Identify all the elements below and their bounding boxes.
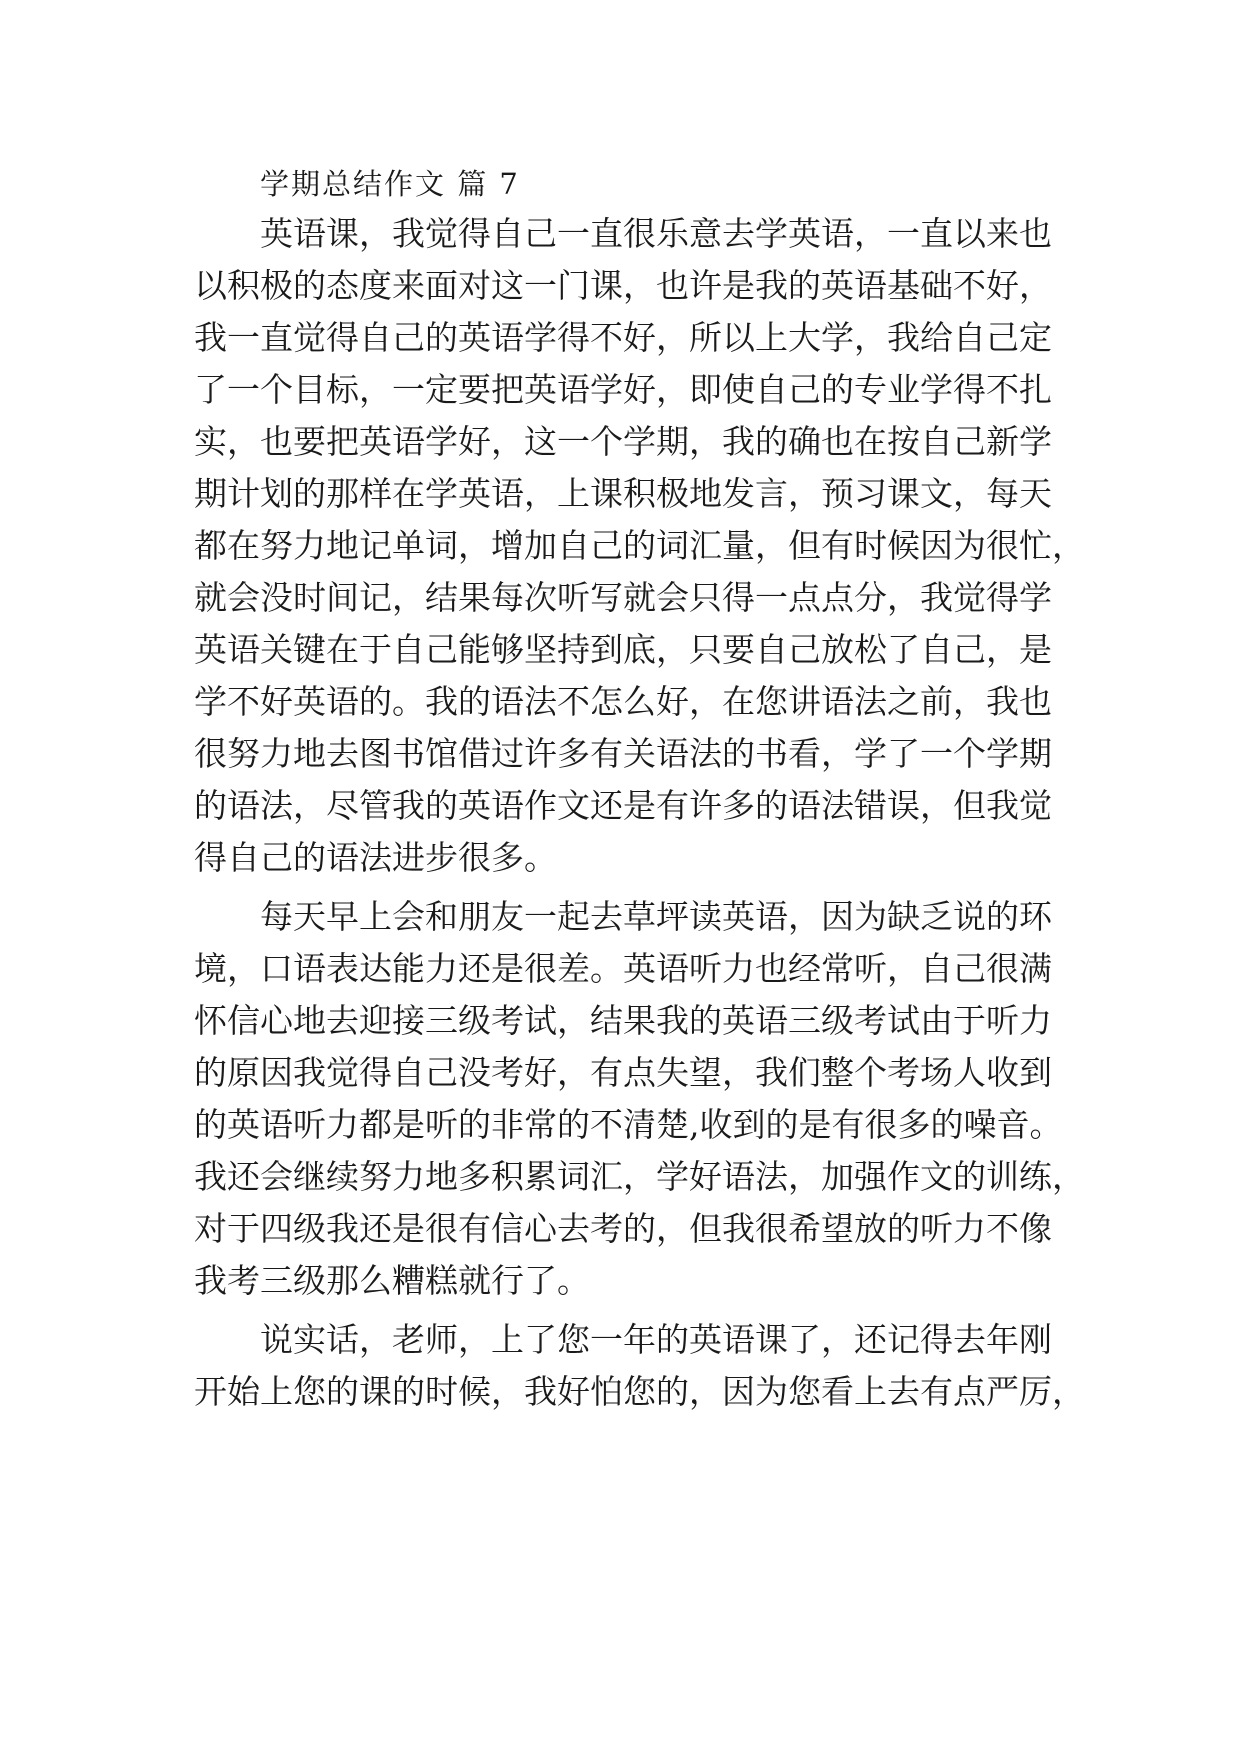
paragraph-2-line-3: 怀信心地去迎接三级考试，结果我的英语三级考试由于听力 (194, 1001, 1052, 1040)
paragraph-2-line-1: 每天早上会和朋友一起去草坪读英语，因为缺乏说的环 (260, 897, 1052, 936)
paragraph-1-line-2: 以积极的态度来面对这一门课，也许是我的英语基础不好， (194, 266, 1052, 305)
essay-title: 学期总结作文 篇 7 (260, 167, 520, 201)
paragraph-1-line-3: 我一直觉得自己的英语学得不好，所以上大学，我给自己定 (194, 318, 1052, 357)
paragraph-1-line-6: 期计划的那样在学英语，上课积极地发言，预习课文，每天 (194, 474, 1052, 513)
paragraph-1-line-12: 的语法，尽管我的英语作文还是有许多的语法错误，但我觉 (194, 786, 1052, 825)
paragraph-1-line-9: 英语关键在于自己能够坚持到底，只要自己放松了自己，是 (194, 630, 1052, 669)
paragraph-2-line-6: 我还会继续努力地多积累词汇，学好语法，加强作文的训练， (194, 1157, 1085, 1196)
paragraph-1-line-1: 英语课，我觉得自己一直很乐意去学英语，一直以来也 (260, 214, 1052, 253)
paragraph-1-line-8: 就会没时间记，结果每次听写就会只得一点点分，我觉得学 (194, 578, 1052, 617)
paragraph-1-line-5: 实，也要把英语学好，这一个学期，我的确也在按自己新学 (194, 422, 1052, 461)
paragraph-3-line-1: 说实话，老师，上了您一年的英语课了，还记得去年刚 (260, 1320, 1052, 1359)
paragraph-2-line-8: 我考三级那么糟糕就行了。 (194, 1261, 590, 1300)
paragraph-3-line-2: 开始上您的课的时候，我好怕您的，因为您看上去有点严厉， (194, 1372, 1085, 1411)
paragraph-1-line-4: 了一个目标，一定要把英语学好，即使自己的专业学得不扎 (194, 370, 1052, 409)
paragraph-2-line-5: 的英语听力都是听的非常的不清楚,收到的是有很多的噪音。 (194, 1105, 1063, 1144)
paragraph-1-line-11: 很努力地去图书馆借过许多有关语法的书看，学了一个学期 (194, 734, 1052, 773)
paragraph-1-line-7: 都在努力地记单词，增加自己的词汇量，但有时候因为很忙， (194, 526, 1085, 565)
paragraph-2-line-4: 的原因我觉得自己没考好，有点失望，我们整个考场人收到 (194, 1053, 1052, 1092)
paragraph-2-line-7: 对于四级我还是很有信心去考的，但我很希望放的听力不像 (194, 1209, 1052, 1248)
paragraph-1-line-13: 得自己的语法进步很多。 (194, 838, 557, 877)
paragraph-1-line-10: 学不好英语的。我的语法不怎么好，在您讲语法之前，我也 (194, 682, 1052, 721)
paragraph-2-line-2: 境，口语表达能力还是很差。英语听力也经常听，自己很满 (194, 949, 1052, 988)
